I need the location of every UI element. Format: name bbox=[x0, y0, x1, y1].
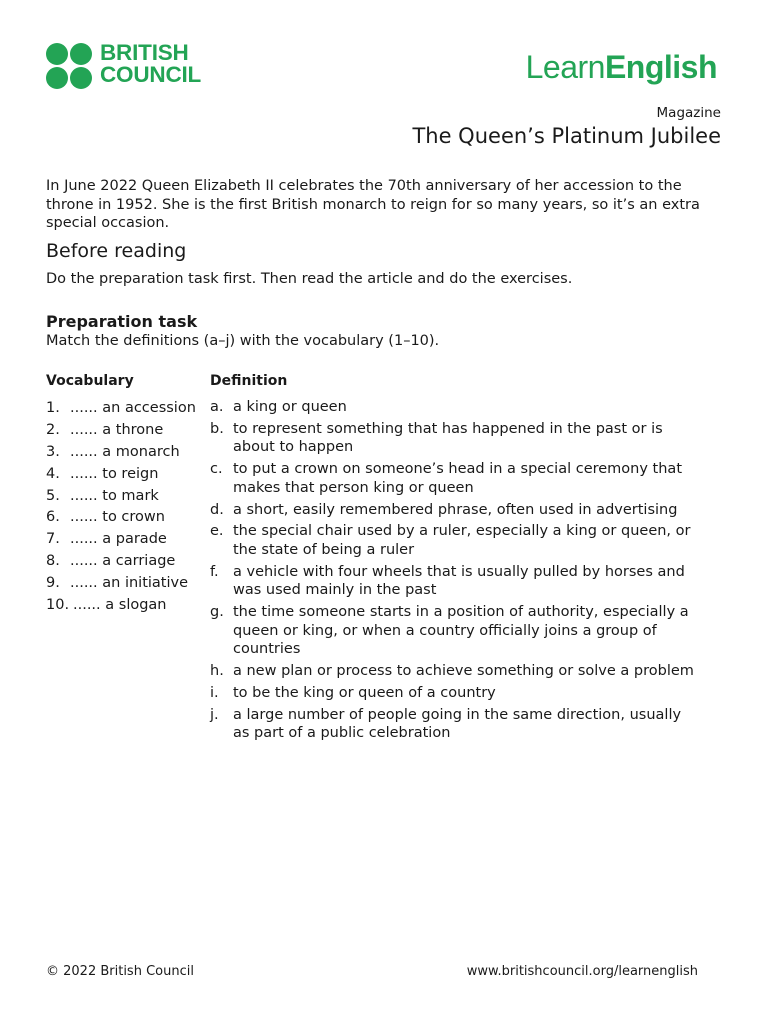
vocabulary-column-header: Vocabulary bbox=[46, 373, 134, 389]
vocab-term: ...... a carriage bbox=[70, 553, 176, 570]
definition-letter: g. bbox=[210, 604, 224, 621]
definition-letter: h. bbox=[210, 663, 224, 680]
definition-letter: f. bbox=[210, 563, 219, 580]
bc-logo-line1: BRITISH bbox=[100, 40, 189, 65]
definition-text: a vehicle with four wheels that is usually pulled by horses and was used mainly in the past bbox=[233, 563, 685, 599]
definition-text: to represent something that has happened in the past or is about to happen bbox=[233, 420, 663, 456]
definition-item bbox=[210, 563, 700, 600]
vocab-number: 9. bbox=[46, 575, 60, 592]
definition-item bbox=[210, 684, 700, 703]
vocab-number: 5. bbox=[46, 487, 60, 504]
definition-item bbox=[210, 460, 700, 497]
vocab-number: 7. bbox=[46, 531, 60, 548]
definition-letter: b. bbox=[210, 420, 224, 437]
le-logo-english: English bbox=[604, 49, 717, 85]
definition-letter: c. bbox=[210, 461, 223, 478]
vocabulary-item bbox=[46, 398, 196, 420]
section-label: Magazine bbox=[656, 105, 721, 121]
definition-text: a short, easily remembered phrase, often used in advertising bbox=[233, 501, 678, 518]
definition-item bbox=[210, 603, 700, 659]
vocabulary-item bbox=[46, 420, 196, 442]
vocabulary-item bbox=[46, 595, 196, 617]
vocab-number: 8. bbox=[46, 553, 60, 570]
preparation-heading: Preparation task bbox=[46, 312, 198, 331]
definition-item bbox=[210, 662, 700, 681]
vocabulary-item bbox=[46, 442, 196, 464]
definition-text: the time someone starts in a position of authority, especially a queen or king, or when a country officially joins a group of countries bbox=[233, 604, 689, 658]
definition-letter: d. bbox=[210, 501, 224, 518]
vocabulary-item bbox=[46, 486, 196, 508]
vocab-number: 6. bbox=[46, 509, 60, 526]
definition-letter: j. bbox=[210, 706, 219, 723]
vocab-number: 2. bbox=[46, 421, 60, 438]
definition-item bbox=[210, 706, 700, 743]
definition-text: the special chair used by a ruler, especially a king or queen, or the state of being a ruler bbox=[233, 523, 691, 558]
footer-copyright: © 2022 British Council bbox=[46, 964, 194, 979]
page-title: The Queen’s Platinum Jubilee bbox=[412, 124, 721, 148]
vocabulary-item bbox=[46, 573, 196, 595]
vocab-term: ...... to crown bbox=[70, 509, 165, 526]
definition-text: to put a crown on someone’s head in a special ceremony that makes that person king or queen bbox=[233, 461, 683, 496]
preparation-instruction: Match the definitions (a–j) with the vocabulary (1–10). bbox=[46, 333, 440, 349]
le-logo-learn: Learn bbox=[525, 49, 605, 85]
vocabulary-item bbox=[46, 529, 196, 551]
british-council-logo bbox=[46, 40, 216, 89]
definition-letter: e. bbox=[210, 523, 224, 540]
definition-letter: i. bbox=[210, 684, 219, 701]
vocab-term: ...... to reign bbox=[70, 465, 159, 482]
vocab-number: 4. bbox=[46, 465, 60, 482]
vocab-term: ...... an initiative bbox=[70, 575, 189, 592]
intro-paragraph: In June 2022 Queen Elizabeth II celebrates the 70th anniversary of her accession to the throne in 1952. She is the first British monarch to reign for so many years, so it’s an extra special occasion. bbox=[46, 178, 700, 232]
vocab-term: ...... a monarch bbox=[70, 443, 180, 460]
british-council-dots-icon bbox=[46, 43, 94, 89]
definition-text: a large number of people going in the same direction, usually as part of a public celebration bbox=[233, 706, 682, 742]
definition-letter: a. bbox=[210, 399, 224, 415]
vocab-term: ...... to mark bbox=[70, 487, 159, 504]
definition-text: a new plan or process to achieve something or solve a problem bbox=[233, 663, 694, 680]
definition-item bbox=[210, 522, 700, 559]
vocab-number: 1. bbox=[46, 400, 60, 416]
footer-url[interactable]: www.britishcouncil.org/learnenglish bbox=[466, 964, 698, 979]
definition-list bbox=[210, 398, 700, 746]
vocab-term: ...... a slogan bbox=[73, 597, 167, 614]
definition-item bbox=[210, 501, 700, 520]
vocabulary-list bbox=[46, 398, 196, 617]
vocabulary-item bbox=[46, 464, 196, 486]
british-council-wordmark bbox=[100, 42, 201, 86]
vocabulary-item bbox=[46, 551, 196, 573]
before-reading-heading: Before reading bbox=[46, 240, 187, 262]
vocabulary-item bbox=[46, 507, 196, 529]
definition-text: to be the king or queen of a country bbox=[233, 684, 496, 701]
vocab-term: ...... an accession bbox=[70, 400, 196, 416]
vocab-number: 3. bbox=[46, 443, 60, 460]
definition-item bbox=[210, 420, 700, 457]
definition-column-header: Definition bbox=[210, 373, 288, 389]
before-reading-text: Do the preparation task first. Then read the article and do the exercises. bbox=[46, 271, 573, 287]
vocab-term: ...... a parade bbox=[70, 531, 167, 548]
vocab-term: ...... a throne bbox=[70, 421, 164, 438]
bc-logo-line2: COUNCIL bbox=[100, 62, 202, 87]
definition-item bbox=[210, 398, 700, 417]
vocab-number: 10. bbox=[46, 597, 70, 614]
definition-text: a king or queen bbox=[233, 399, 347, 415]
learnenglish-logo bbox=[526, 49, 717, 86]
